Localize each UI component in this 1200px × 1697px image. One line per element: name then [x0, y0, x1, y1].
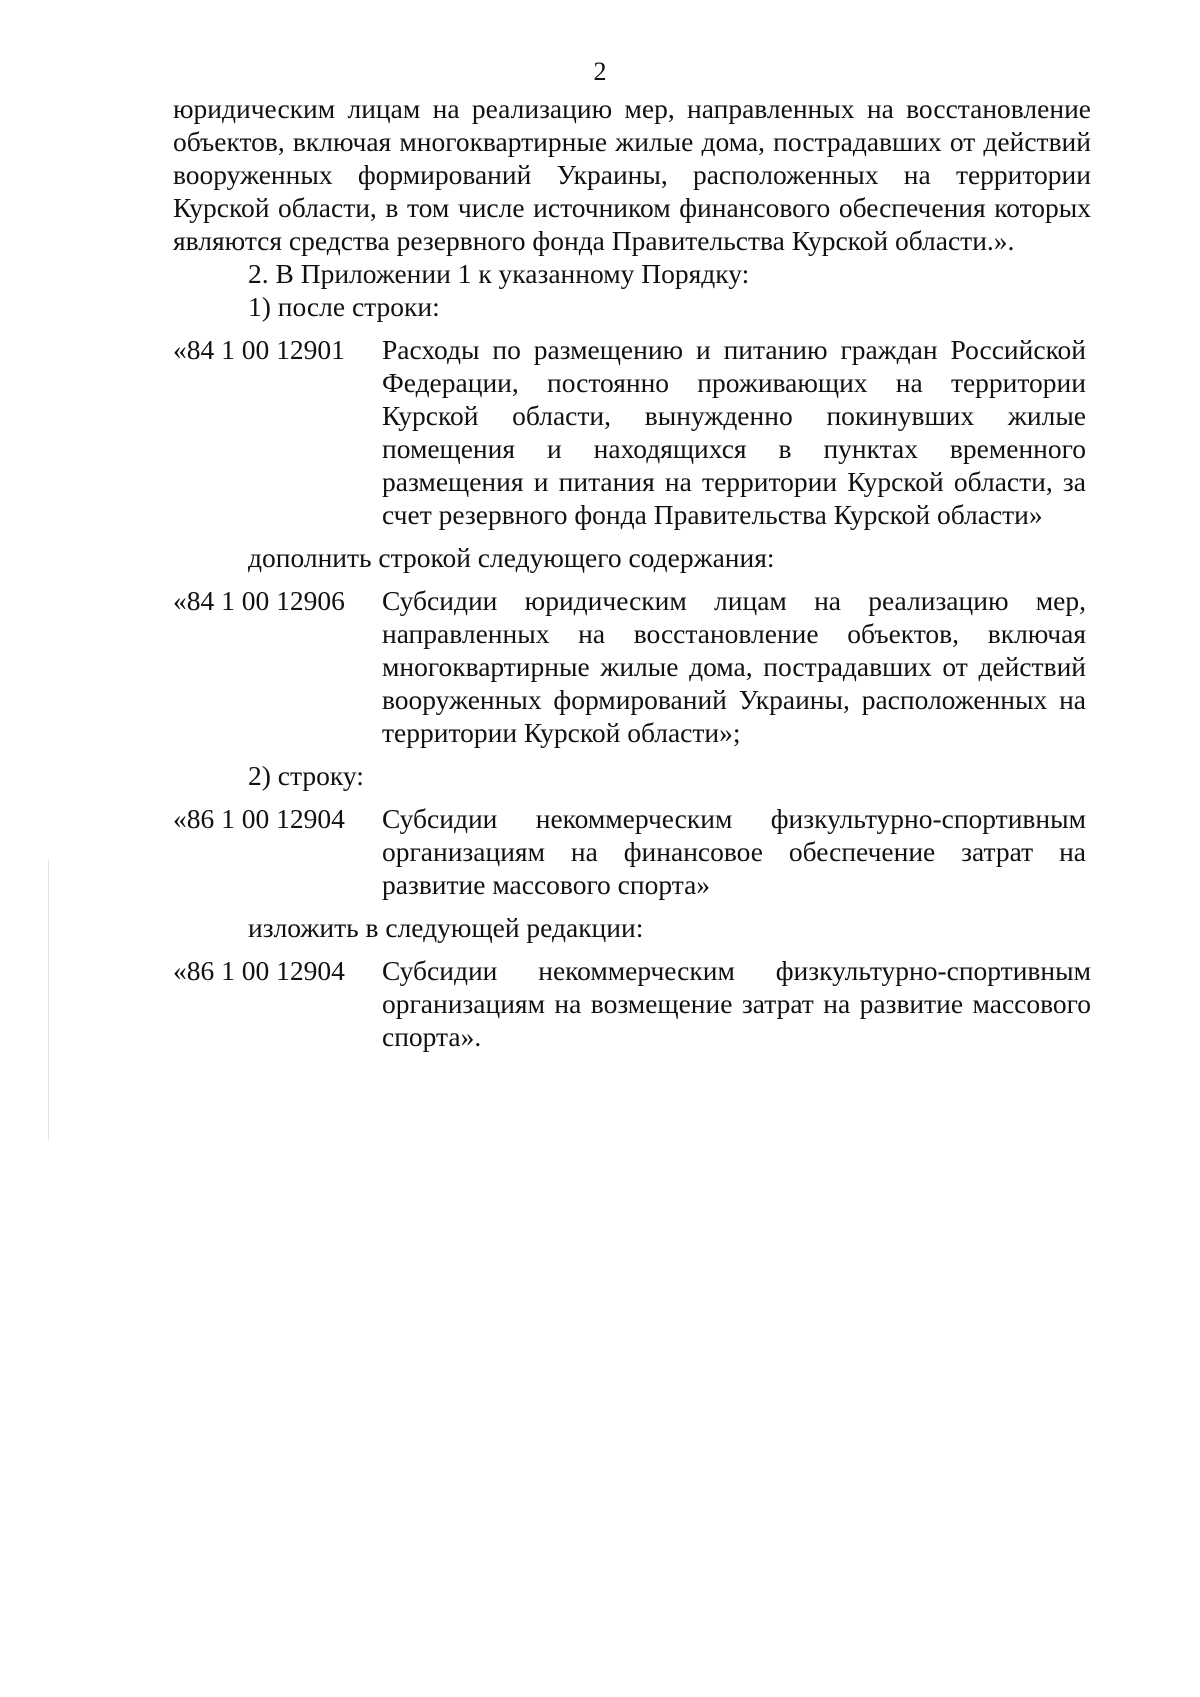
budget-entry-12904-old: [173, 802, 1091, 901]
supplement-instruction: дополнить строкой следующего содержания:: [248, 542, 775, 573]
document-body: [173, 92, 1091, 1053]
budget-entry-12904-new: [173, 954, 1091, 1053]
restate-instruction: изложить в следующей редакции:: [248, 912, 644, 943]
page-number: 2: [593, 57, 607, 86]
budget-code: «84 1 00 12906: [173, 585, 345, 616]
item-2-heading: 2. В Приложении 1 к указанному Порядку:: [248, 258, 750, 289]
budget-code: «86 1 00 12904: [173, 803, 345, 834]
budget-entry-12901: [173, 333, 1091, 531]
intro-paragraph: юридическим лицам на реализацию мер, направленных на восстановление объектов, включая многоквартирные жилые дома, пострадавших от действий вооруженных формирований Украины, расположенных на территории Курской области, в том числе источником финансового обеспечения которых являются средства резервного фонда Правительства Курской области.».: [173, 93, 1091, 256]
budget-entry-12906: [173, 584, 1091, 749]
item-2-2-heading: 2) строку:: [248, 760, 364, 791]
item-2-1-heading: 1) после строки:: [248, 291, 440, 322]
budget-description: Субсидии некоммерческим физкультурно-спортивным организациям на возмещение затрат на развитие массового спорта».: [382, 955, 1091, 1052]
budget-code: «86 1 00 12904: [173, 955, 345, 986]
budget-description: Расходы по размещению и питанию граждан Российской Федерации, постоянно проживающих на территории Курской области, вынужденно покинувших жилые помещения и находящихся в пунктах временного размещения и питания на территории Курской области, за счет резервного фонда Правительства Курской области»: [382, 334, 1086, 530]
scan-edge-mark: [48, 860, 49, 1140]
budget-code: «84 1 00 12901: [173, 334, 345, 365]
budget-description: Субсидии юридическим лицам на реализацию мер, направленных на восстановление объектов, включая многоквартирные жилые дома, пострадавших от действий вооруженных формирований Украины, расположенных на территории Курской области»;: [382, 585, 1086, 748]
budget-description: Субсидии некоммерческим физкультурно-спортивным организациям на финансовое обеспечение затрат на развитие массового спорта»: [382, 803, 1086, 900]
